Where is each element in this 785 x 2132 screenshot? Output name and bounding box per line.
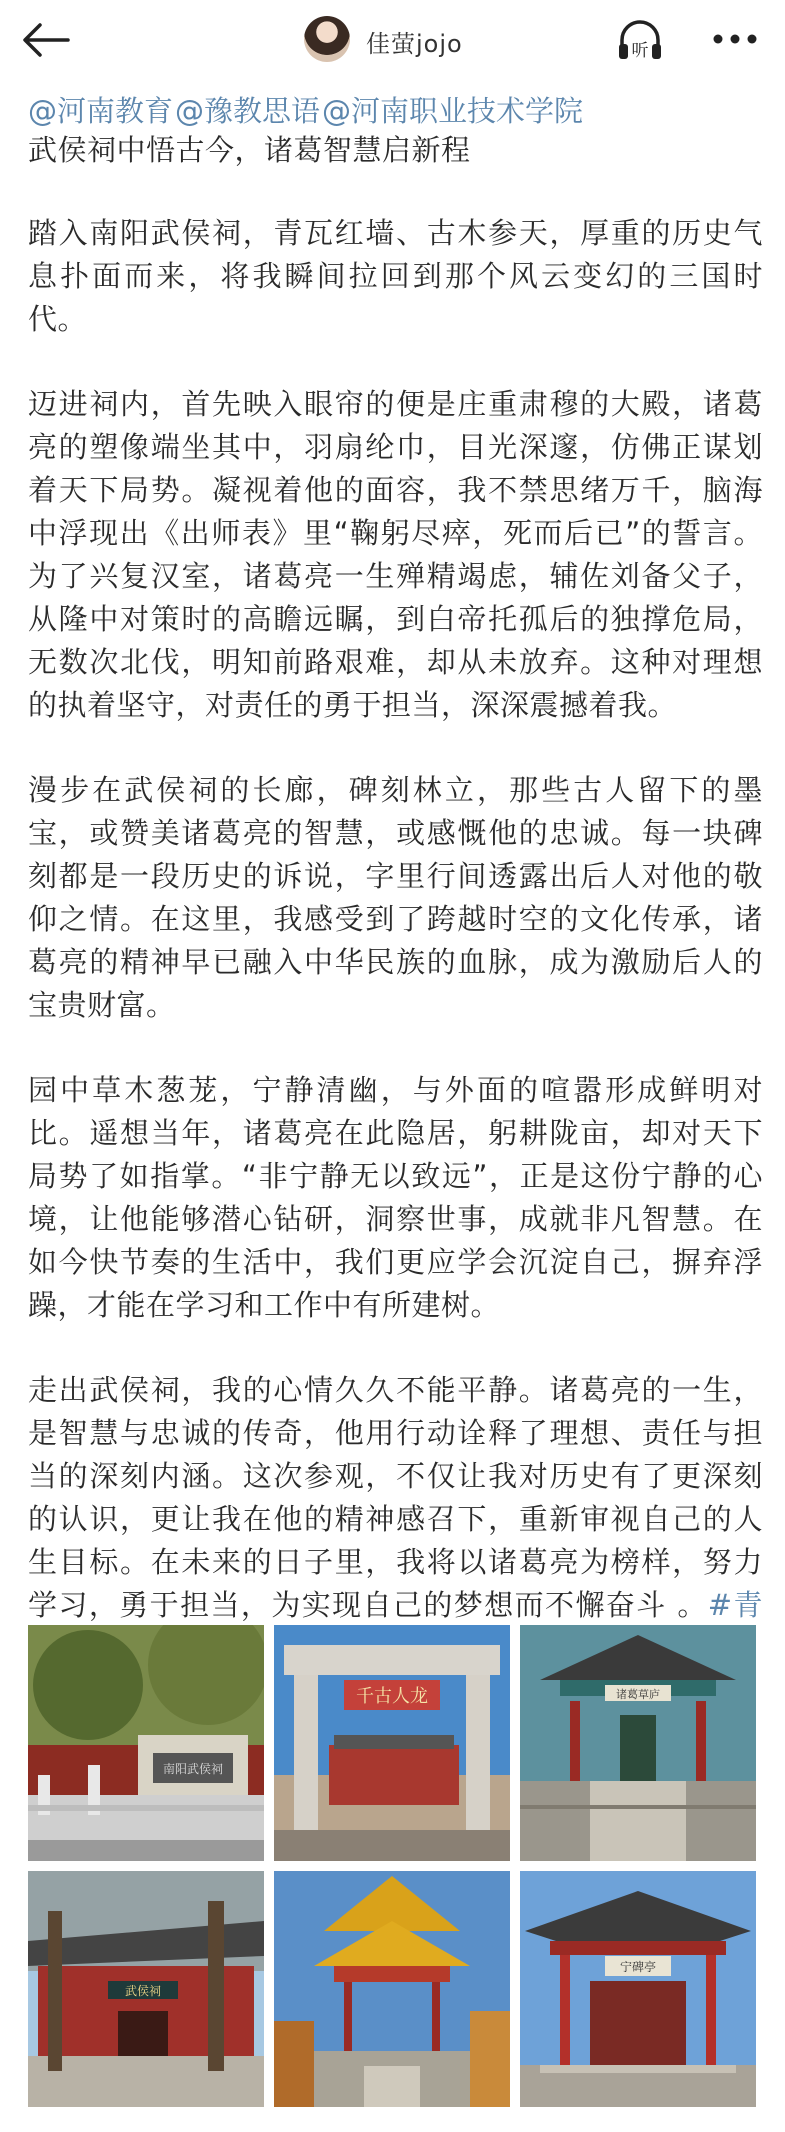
photo-red-pavilion[interactable] [520,1871,756,2107]
avatar[interactable] [304,16,350,62]
paragraph: 园中草木葱茏，宁静清幽，与外面的喧嚣形成鲜明对比。遥想当年，诸葛亮在此隐居，躬耕陇亩，却对天下局势了如指掌。“非宁静无以致远”，正是这份宁静的心境，让他能够潜心钻研，洞察世事，成就非凡智慧。在如今快节奏的生活中，我们更应学会沉淀自己，摒弃浮躁，才能在学习和工作中有所建树。 [28,1073,763,1322]
photo-golden-pavilion[interactable] [274,1871,510,2107]
photo-stone-archway[interactable] [274,1625,510,1861]
listen-label: 听 [631,41,649,61]
more-dots-icon[interactable] [710,24,760,54]
mentions-row [28,92,763,130]
hashtag-link[interactable]: #青 [707,1588,763,1622]
back-arrow-icon[interactable] [18,20,74,60]
mention-link[interactable]: @河南职业技术学院 [322,94,584,128]
mention-link[interactable]: @河南教育 [28,94,174,128]
username[interactable]: 佳萤jojo [366,30,463,58]
post-title: 武侯祠中悟古今，诸葛智慧启新程 [28,133,471,167]
photo-sign: 宁碑亭 [619,1960,657,1974]
post-content [28,92,763,1670]
photo-sign: 武侯祠 [124,1984,162,1998]
photo-green-pavilion[interactable] [520,1625,756,1861]
photo-sign: 千古人龙 [356,1686,428,1707]
photo-sign: 诸葛草庐 [616,1688,660,1701]
photo-stele-tablet[interactable] [28,1625,264,1861]
mention-link[interactable]: @豫教思语 [175,94,321,128]
paragraph: 漫步在武侯祠的长廊，碑刻林立，那些古人留下的墨宝，或赞美诸葛亮的智慧，或感慨他的忠诚。每一块碑刻都是一段历史的诉说，字里行间透露出后人对他的敬仰之情。在这里，我感受到了跨越时空的文化传承，诸葛亮的精神早已融入中华民族的血脉，成为激励后人的宝贵财富。 [28,773,763,1022]
photo-sign: 南阳武侯祠 [162,1762,224,1776]
listen-headphone-icon[interactable] [614,16,666,64]
paragraph: 踏入南阳武侯祠，青瓦红墙、古木参天，厚重的历史气息扑面而来，将我瞬间拉回到那个风云变幻的三国时代。 [28,216,763,336]
paragraph-text: 走出武侯祠，我的心情久久不能平静。诸葛亮的一生，是智慧与忠诚的传奇，他用行动诠释了理想、责任与担当的深刻内涵。这次参观，不仅让我对历史有了更深刻的认识，更让我在他的精神感召下，重新审视自己的人生目标。在未来的日子里，我将以诸葛亮为榜样，努力学习，勇于担当，为实现自己的梦想而不懈奋斗 。 [28,1373,763,1622]
paragraph: 迈进祠内，首先映入眼帘的便是庄重肃穆的大殿，诸葛亮的塑像端坐其中，羽扇纶巾，目光深邃，仿佛正谋划着天下局势。凝视着他的面容，我不禁思绪万千，脑海中浮现出《出师表》里“鞠躬尽瘁，死而后已”的誓言。为了兴复汉室，诸葛亮一生殚精竭虑，辅佐刘备父子，从隆中对策时的高瞻远瞩，到白帝托孤后的独撑危局，无数次北伐，明知前路艰难，却从未放弃。这种对理想的执着坚守，对责任的勇于担当，深深震撼着我。 [28,387,763,722]
top-bar [0,0,785,80]
photo-temple-gate[interactable] [28,1871,264,2107]
